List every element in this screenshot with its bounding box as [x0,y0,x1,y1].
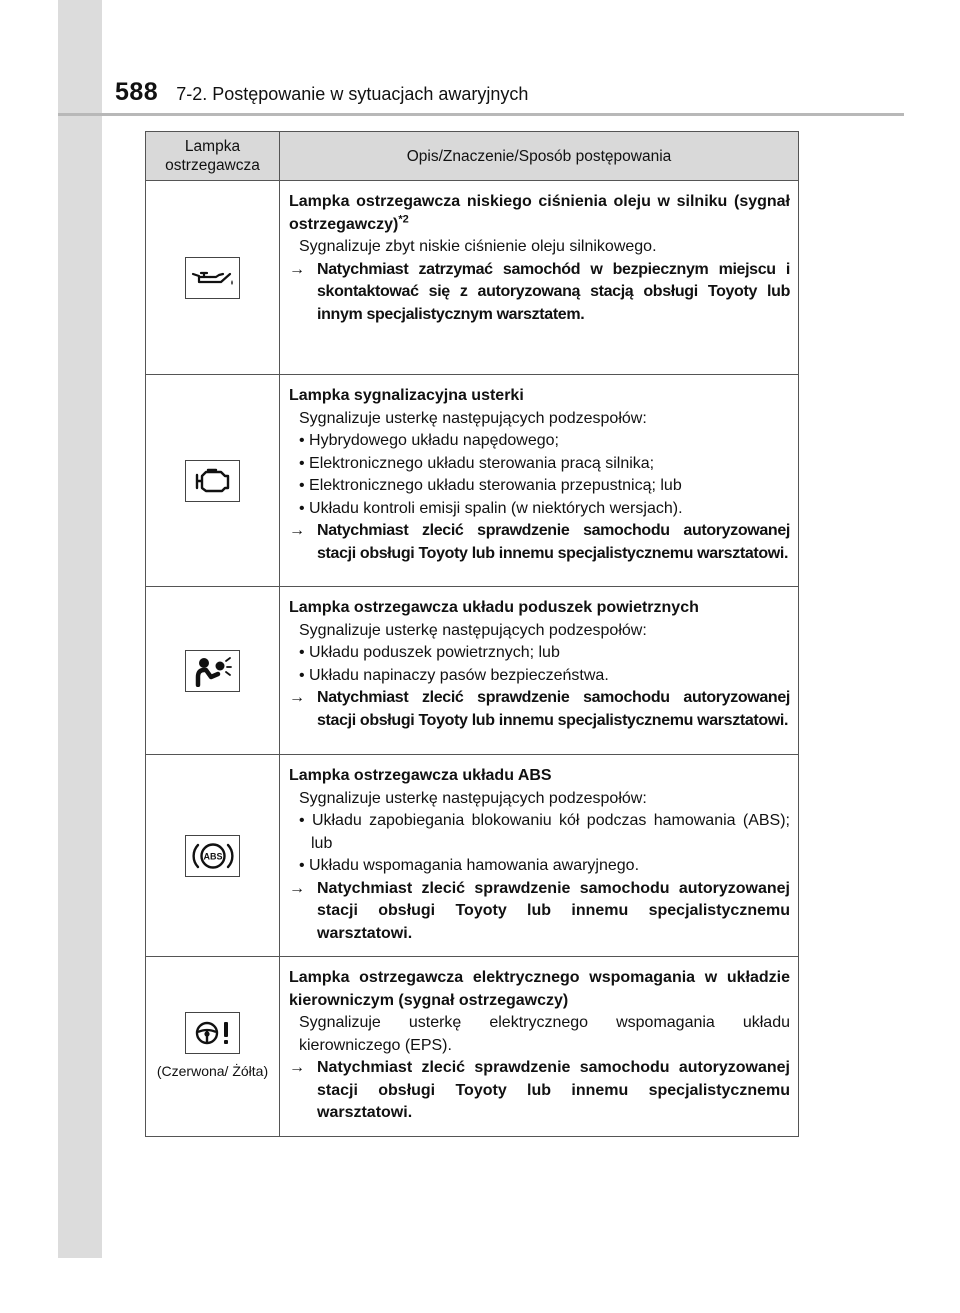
row-action: → Natychmiast zlecić sprawdzenie samochodu autoryzowanej stacji obsługi Toyoty lub innemu specjalistycznemu warsztatowi. [289,879,790,942]
arrow-icon: → [289,879,305,897]
row-title: Lampka sygnalizacyjna usterki [289,387,524,404]
row-action: → Natychmiast zlecić sprawdzenie samochodu autoryzowanej stacji obsługi Toyoty lub innemu specjalistycznemu warsztatowi. [289,1059,790,1121]
airbag-icon [185,650,240,692]
page-header [115,78,528,112]
arrow-icon: → [289,260,305,278]
lamp-cell [146,755,280,957]
list-item: • Hybrydowego układu napędowego; [299,432,559,449]
row-body: Sygnalizuje zbyt niskie ciśnienie oleju silnikowego. [299,238,657,255]
warning-lamp-table [145,131,799,1137]
description-cell [280,375,799,587]
row-title: Lampka ostrzegawcza niskiego ciśnienia oleju w silniku (sygnał ostrzegawczy)$^{*2}$ [289,193,790,233]
list-item: • Układu napinaczy pasów bezpieczeństwa. [299,666,609,684]
lamp-cell [146,375,280,587]
abs-icon-label: ABS [202,851,223,861]
row-action: → Natychmiast zlecić sprawdzenie samochodu autoryzowanej stacji obsługi Toyoty lub innemu specjalistycznemu warsztatowi. [289,522,790,562]
row-body: Sygnalizuje usterkę następujących podzespołów: [299,621,647,639]
arrow-icon: → [289,522,305,539]
engine-icon [185,460,240,502]
table-row [146,587,799,755]
row-body: Sygnalizuje usterkę następujących podzespołów: [299,409,647,427]
footnote-marker: *2 [398,213,409,226]
steering-warning-icon [185,1012,240,1054]
table-row [146,957,799,1137]
table-row [146,375,799,587]
row-title: Lampka ostrzegawcza układu ABS [289,767,552,784]
list-item: • Układu wspomagania hamowania awaryjnego. [299,857,640,874]
table-row [146,181,799,375]
description-cell [280,957,799,1137]
section-title: 7-2. Postępowanie w sytuacjach awaryjnych [176,84,529,104]
row-action: → Natychmiast zatrzymać samochód w bezpiecznym miejscu i skontaktować się z autoryzowaną stacją obsługi Toyoty lub innym specjalistycznym warsztatem. [289,260,790,323]
row-body: Sygnalizuje usterkę następujących podzespołów: [299,789,647,807]
description-cell [280,181,799,375]
list-item: • Układu zapobiegania blokowaniu kół podczas hamowania (ABS); lub [299,812,790,852]
row-title: Lampka ostrzegawcza elektrycznego wspomagania w układzie kierowniczym (sygnał ostrzegawczy) [289,969,790,1009]
lamp-cell [146,181,280,375]
table-header-row [146,132,799,181]
arrow-icon: → [289,1059,305,1076]
page-number: 588 [115,78,159,106]
row-action: → Natychmiast zlecić sprawdzenie samochodu autoryzowanej stacji obsługi Toyoty lub innemu specjalistycznemu warsztatowi. [289,689,790,729]
description-cell [280,755,799,957]
margin-bar [58,0,102,1258]
list-item: • Elektronicznego układu sterowania przepustnicą; lub [299,477,682,494]
lamp-cell [146,587,280,755]
row-title: Lampka ostrzegawcza układu poduszek powietrznych [289,599,699,616]
arrow-icon: → [289,689,305,706]
column-header-lamp: Lampka ostrzegawcza [146,132,280,181]
lamp-cell [146,957,280,1137]
row-body: Sygnalizuje usterkę elektrycznego wspomagania układu kierowniczego (EPS). [299,1014,790,1054]
oil-can-icon [185,257,240,299]
list-item: • Układu poduszek powietrznych; lub [299,644,560,661]
header-rule [58,113,904,116]
description-cell [280,587,799,755]
list-item: • Elektronicznego układu sterowania pracą silnika; [299,454,655,472]
lamp-color-note: (Czerwona/ Żółta) [156,1063,269,1080]
table-row [146,755,799,957]
list-item: • Układu kontroli emisji spalin (w niektórych wersjach). [299,499,683,517]
column-header-description: Opis/Znaczenie/Sposób postępowania [280,132,799,181]
abs-icon [185,835,240,877]
